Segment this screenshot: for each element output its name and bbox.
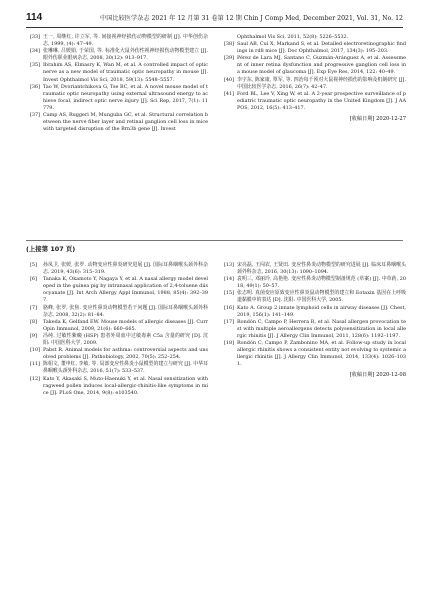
reference-item: [40] 李宇东, 陈家康, 覃军, 等. 四治每千预对大鼠视神经损伤的影响及机制研究 [J]. 中国比较医学杂志, 2016, 26(7): 42–47. [224,76,406,90]
continued-label: (上接第 107 页) [26,245,76,253]
received-date: [收稿日期] 2020-12-08 [349,372,406,379]
reference-item: [41] Ford BL, Lee V, Xing W, et al. A 2-year prospective surveillance of pediatric traumatic optic neuropathy in the United Kingdom [J]. J AAPOS, 2012, 16(5): 413–417. [224,90,406,111]
reference-item: [33] 王一, 周继红, 许立军, 等. 间接视神经损伤动物模型的研制 [J]. 中华创伤杂志, 1999, (4): 47–49. [30,34,208,48]
reference-item: [39] Pérez de Lara MJ, Santano C, Guzmán-Aránguez A, et al. Assessment of inner retina dysfunction and progressive ganglion cell loss in a mouse model of glaucoma [J]. Exp Eye Res, 2014, 122: 40–49. [224,55,406,76]
bottom-right-column [224,262,406,380]
reference-item: [10] Pabst R. Animal models for asthma: controversial aspects and unsolved problems [J]. Pathobiology, 2002, 70(5): 252–254. [30,347,208,361]
reference-item: [18] Rondón C, Campo P, Zambonino MA, et al. Follow-up study in local allergic rhinitis shows a consistent entity not evolving to systemic allergic rhinitis [J]. J Allergy Clin Immunol, 2014, 133(4): 1026–1031. [224,340,406,368]
reference-item: Ophthalmol Vis Sci, 2011, 52(8): 5226–5532. [237,34,349,40]
reference-item: [5] 孙凤卫, 张媛, 张罗. 动物变应性鼻炎研究进展 [J]. 国际耳鼻咽喉头颈外科杂志, 2019, 43(6): 315–319. [30,262,208,276]
page-number: 114 [26,12,43,23]
section-divider [26,240,403,241]
reference-item: [34] 张琳琳, 吕媛娟, 于荣国, 等. 标准化大鼠外伤性视神经损伤动物模型建立 [J]. 眼外伤职业眼病杂志, 2008, 30(12): 913–917. [30,48,208,62]
reference-item: [37] Camp AS, Ruggeri M, Munguba GC, et al. Structural correlation between the nerve fiber layer and retinal ganglion cell loss in mice with targeted disruption of the Brn3b gene [J]. Invest [30,112,208,133]
top-right-column [224,34,406,123]
reference-item: [17] Rondón C, Campo P, Herrera R, et al. Nasal allergen provocation test with multiple aeroallergens detects polysensitization in local allergic rhinitis [J]. J Allergy Clin Immunol, 2011, 128(6): 1192–1197. [224,318,406,339]
reference-item: [8] Takeda K, Gelfand EW. Mouse models of allergic diseases [J]. Curr Opin Immunol, 2009, 21(6): 660–665. [30,318,208,332]
reference-item: [38] Saul AB, Cui X, Markand S, et al. Detailed electroretinographic findings in rd8 mice [J]. Doc Ophthalmol, 2017, 134(3): 195–203. [224,41,406,55]
header-rule [26,27,403,28]
reference-item: [12] Kato Y, Akasaki S, Muto-Haenuki Y, et al. Nasal sensitization with ragweed pollen induces local-allergic-rhinitis-like symptoms in mice [J]. PLoS One, 2014, 9(8): e103540. [30,375,208,396]
reference-item: [35] Ibrahim AS, Elmasry K, Wan M, et al. A controlled impact of optic nerve as a new model of traumatic optic neuropathy in mouse [J]. Invest Ophthalmol Vis Sci, 2018, 59(13): 5548–5557. [30,62,208,83]
received-date: [收稿日期] 2020-12-27 [349,116,406,123]
reference-item: [6] Tanaka K, Okamoto Y, Nagaya Y, et al. A nasal allergy model developed in the guinea pig by intranasal application of 2,4-toluene diisocyanate [J]. Int Arch Allergy Appl Immunol, 1988, 85(4): 392–397. [30,276,208,304]
top-left-column [30,34,208,133]
bottom-left-column [30,262,208,397]
running-title: 中国比较医学杂志 2021 年 12 月第 31 卷第 12 期 Chin J Comp Med, December 2021, Vol. 31, No. 12 [100,15,403,22]
reference-item: [13] 宋亮磊, 王闯农, 王贤田. 变应性鼻炎动物模型的研究进展 [J]. 临床耳鼻咽喉头颈外科杂志, 2016, 30(13): 1090–1094. [224,262,406,276]
reference-item: [36] Tao W, Dvoriantchikova G, Tse BC, et al. A novel mouse model of traumatic optic neuropathy using external ultrasound energy to achieve focal, indirect optic nerve injury [J]. Sci Rep, 2017, 7(1): 11779. [30,83,208,111]
reference-item: [15] 张志明. 真菌变应原致变应性鼻炎鼠动物模型的建立和 Eotaxin 基因在上呼吸道黏膜中的表达 [D]. 沈阳: 中国医科大学, 2005. [224,290,406,304]
reference-item: [9] 冯纯. 过敏性紫癜 (HSP) 患者外周血中过敏毒素 C5a 含量的研究 [D]. 沈阳: 中国医科大学, 2009. [30,332,208,347]
page-header [26,12,403,26]
reference-item: [11] 陈相文, 董申红, 李敏, 等. 局部变应性鼻炎小鼠模型的建立与研究 [J]. 中华耳鼻咽喉头颈外科杂志, 2016, 51(7): 533–537. [30,361,208,375]
reference-item: [14] 袁明三, 邓丽玲, 高艳艳. 变应性鼻炎动物模型制备规范 (草案) [J]. 中草药, 2018, 49(1): 50–57. [224,276,406,290]
reference-item: [16] Kato A. Group 2 innate lymphoid cells in airway diseases [J]. Chest, 2019, 156(1): 141–149. [224,304,406,318]
reference-item: [7] 骆峰, 张罗, 张焦. 变应性鼻炎动物模型若干问题 [J]. 国际耳鼻咽喉头颈外科杂志, 2008, 32(2): 81–84. [30,304,208,318]
